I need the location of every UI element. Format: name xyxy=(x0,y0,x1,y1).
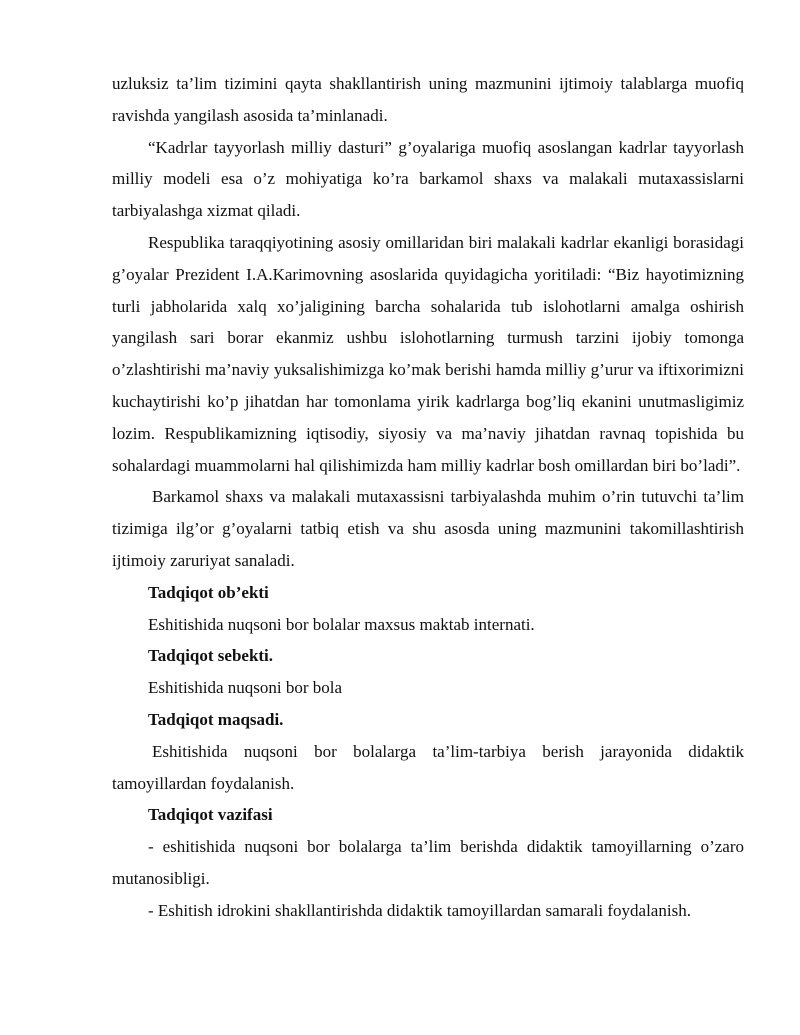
task-item: - Eshitish idrokini shakllantirishda didaktik tamoyillardan samarali foydalanish. xyxy=(148,900,691,920)
task-item: - eshitishida nuqsoni bor bolalarga ta’lim berishda didaktik tamoyillarning o’zaro mutanosibligi. xyxy=(112,837,744,888)
heading-research-subject: Tadqiqot sebekti. xyxy=(148,646,274,666)
paragraph-continuation: uzluksiz ta’lim tizimini qayta shakllantirish uning mazmunini ijtimoiy talablarga muofiq ravishda yangilash asosida ta’minlanadi. xyxy=(112,74,744,125)
paragraph-national-program: “Kadrlar tayyorlash milliy dasturi” g’oyalariga muofiq asoslangan kadrlar tayyorlash milliy modeli esa o’z mohiyatiga ko’ra barkamol shaxs va malakali mutaxassislarni tarbiyalashga xizmat qiladi. xyxy=(112,137,744,221)
heading-research-tasks: Tadqiqot vazifasi xyxy=(148,805,273,825)
document-page xyxy=(112,68,744,927)
text-research-subject: Eshitishida nuqsoni bor bola xyxy=(148,678,343,698)
heading-research-object: Tadqiqot ob’ekti xyxy=(148,582,269,602)
heading-research-goal: Tadqiqot maqsadi. xyxy=(148,709,284,729)
text-research-goal: Eshitishida nuqsoni bor bolalarga ta’lim-tarbiya berish jarayonida didaktik tamoyillardan foydalanish. xyxy=(112,741,744,793)
text-research-object: Eshitishida nuqsoni bor bolalar maxsus maktab internati. xyxy=(148,614,535,634)
paragraph-president-quote: Respublika taraqqiyotining asosiy omillaridan biri malakali kadrlar ekanligi borasidagi g’oyalar Prezident I.A.Karimovning asoslarida quyidagicha yoritiladi: “Biz hayotimizning turli jabholarida xalq xo’jaligining barcha sohalarida tub islohotlarni amalga oshirish yangilash sari borar ekanmiz ushbu islohotlarning turmush tarzini ijobiy tomonga o’zlashtirishi ma’naviy yuksalishimizga ko’mak berishi hamda milliy g’urur va iftixorimizni kuchaytirishi ko’p jihatdan har tomonlama yirik kadrlarga bog’liq ekanini unutmasligimiz lozim. Respublikamizning iqtisodiy, siyosiy va ma’naviy jihatdan ravnaq topishida bu sohalardagi muammolarni hal qilishimizda ham milliy kadrlar bosh omillardan biri bo’ladi”. xyxy=(112,232,744,475)
paragraph-education-system: Barkamol shaxs va malakali mutaxassisni tarbiyalashda muhim o’rin tutuvchi ta’lim tizimiga ilg’or g’oyalarni tatbiq etish va shu asosda uning mazmunini takomillashtirish ijtimoiy zaruriyat sanaladi. xyxy=(112,487,744,570)
